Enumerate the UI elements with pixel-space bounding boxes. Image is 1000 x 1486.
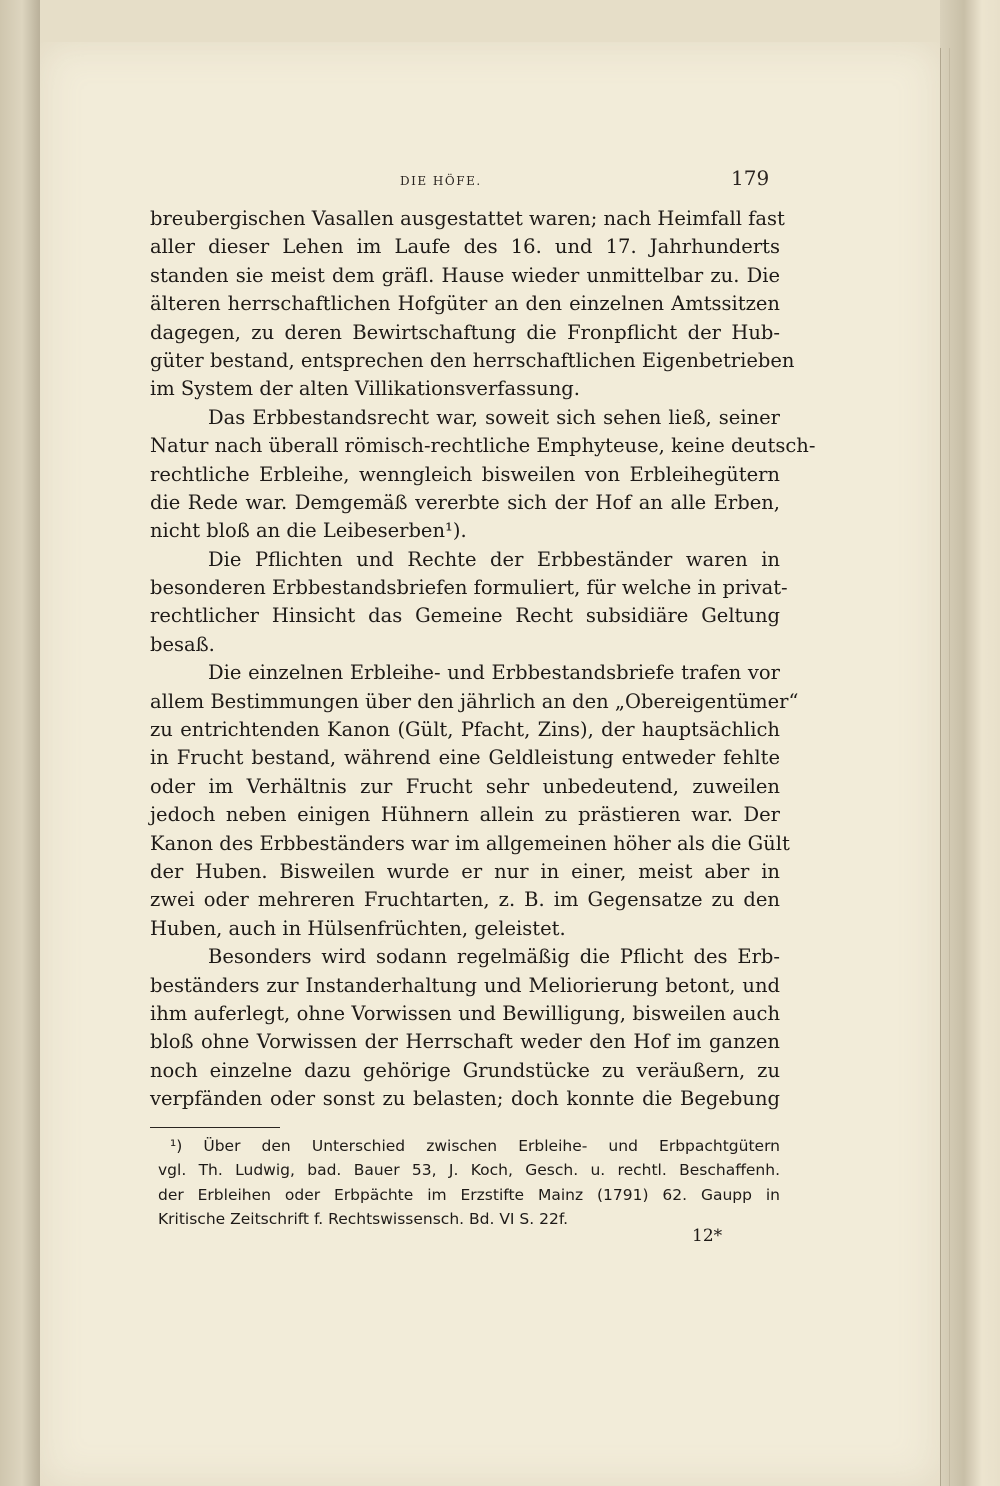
text-line: Natur nach überall römisch-rechtliche Emphyteuse, keine deutsch- (150, 434, 816, 458)
text-line: zu entrichtenden Kanon (Gült, Pfacht, Zins), der hauptsächlich (150, 718, 780, 742)
footnotes (158, 1134, 780, 1231)
running-head: DIE HÖFE. (400, 174, 482, 188)
text-line: besonderen Erbbestandsbriefen formuliert, für welche in privat- (150, 576, 788, 600)
text-line: standen sie meist dem gräfl. Hause wieder unmittelbar zu. Die (150, 263, 780, 287)
text-line: rechtlicher Hinsicht das Gemeine Recht subsidiäre Geltung (150, 604, 780, 628)
text-line: bloß ohne Vorwissen der Herrschaft weder den Hof im ganzen (150, 1030, 780, 1054)
text-line: Das Erbbestandsrecht war, soweit sich sehen ließ, seiner (208, 405, 780, 429)
body-text (150, 205, 816, 1114)
text-line: breubergischen Vasallen ausgestattet waren; nach Heimfall fast (150, 207, 785, 230)
text-line: noch einzelne dazu gehörige Grundstücke zu veräußern, zu (150, 1058, 780, 1082)
text-line: dagegen, zu deren Bewirtschaftung die Fronpflicht der Hub- (150, 320, 780, 344)
text-line: die Rede war. Demgemäß vererbte sich der Hof an alle Erben, (150, 490, 780, 514)
footnote-line: Kritische Zeitschrift f. Rechtswissensch. Bd. VI S. 22f. (158, 1209, 569, 1228)
text-line: Die einzelnen Erbleihe- und Erbbestandsbriefe trafen vor (208, 661, 780, 685)
page-stack-lines (940, 48, 950, 1486)
left-page-edge (0, 0, 40, 1486)
text-line: beständers zur Instanderhaltung und Meliorierung betont, und (150, 973, 780, 997)
text-line: im System der alten Villikationsverfassung. (150, 377, 580, 401)
text-line: verpfänden oder sonst zu belasten; doch konnte die Begebung (150, 1087, 780, 1111)
text-line: güter bestand, entsprechen den herrschaftlichen Eigenbetrieben (150, 348, 795, 372)
page-number: 179 (731, 166, 770, 190)
text-line: Kanon des Erbbeständers war im allgemeinen höher als die Gült (150, 831, 790, 855)
text-line: älteren herrschaftlichen Hofgüter an den einzelnen Amtssitzen (150, 292, 780, 316)
signature-mark: 12* (692, 1226, 723, 1246)
text-line: rechtliche Erbleihe, wenngleich bisweilen von Erbleihegütern (150, 462, 780, 486)
footnote-line: ¹) Über den Unterschied zwischen Erbleihe- und Erbpachtgütern (170, 1137, 780, 1155)
text-line: oder im Verhältnis zur Frucht sehr unbedeutend, zuweilen (150, 774, 780, 798)
text-line: in Frucht bestand, während eine Geldleistung entweder fehlte (150, 746, 780, 770)
footnote-separator (150, 1127, 280, 1128)
text-line: allem Bestimmungen über den jährlich an den „Obereigentümer“ (150, 689, 799, 713)
text-line: aller dieser Lehen im Laufe des 16. und 17. Jahrhunderts (150, 235, 780, 259)
footnote-line: der Erbleihen oder Erbpächte im Erzstifte Mainz (1791) 62. Gaupp in (158, 1185, 780, 1204)
text-line: jedoch neben einigen Hühnern allein zu prästieren war. Der (150, 803, 780, 827)
text-line: besaß. (150, 632, 215, 656)
text-line: nicht bloß an die Leibeserben¹). (150, 519, 467, 543)
text-line: Huben, auch in Hülsenfrüchten, geleistet. (150, 916, 566, 940)
text-line: zwei oder mehreren Fruchtarten, z. B. im Gegensatze zu den (150, 888, 780, 912)
footnote-line: vgl. Th. Ludwig, bad. Bauer 53, J. Koch, Gesch. u. rechtl. Beschaffenh. (158, 1161, 780, 1180)
text-line: Die Pflichten und Rechte der Erbbeständer waren in (208, 547, 780, 571)
text-line: ihm auferlegt, ohne Vorwissen und Bewilligung, bisweilen auch (150, 1001, 780, 1025)
text-line: der Huben. Bisweilen wurde er nur in einer, meist aber in (150, 859, 780, 883)
page-header (0, 164, 1000, 194)
text-line: Besonders wird sodann regelmäßig die Pflicht des Erb- (208, 945, 780, 969)
